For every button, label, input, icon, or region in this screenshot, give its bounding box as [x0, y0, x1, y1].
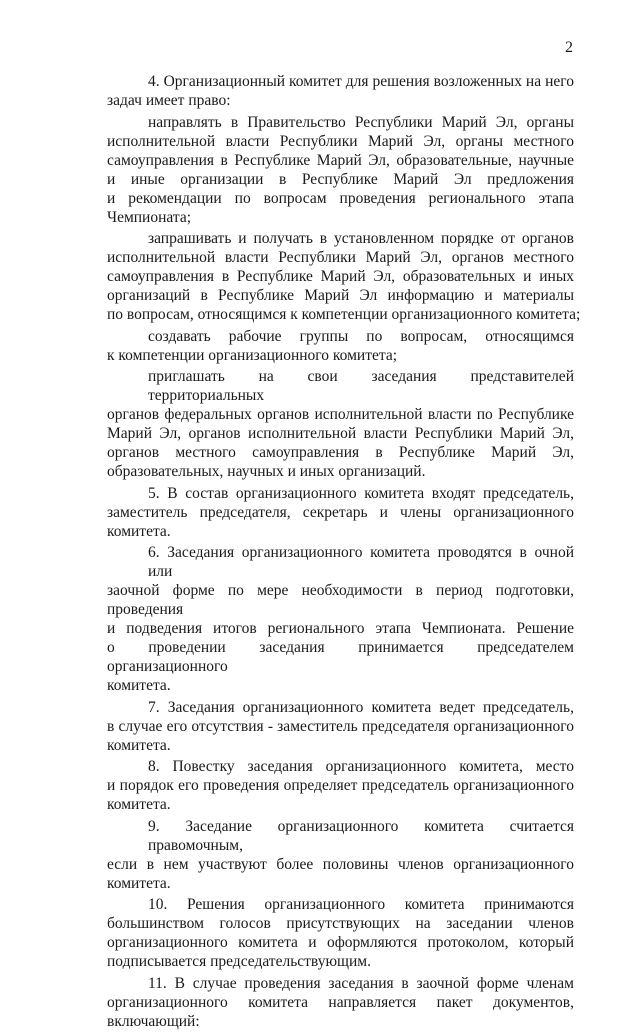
paragraph-line: 5. В состав организационного комитета входят председатель,	[148, 484, 574, 502]
paragraph-line: большинством голосов присутствующих на заседании членов	[107, 915, 574, 932]
paragraph	[107, 113, 574, 227]
paragraph-line: организаций в Республике Марий Эл информацию и материалы	[107, 287, 574, 304]
paragraph-line: если в нем участвуют более половины членов организационного	[107, 855, 574, 873]
paragraph-line: организационного комитета и оформляются протоколом, который	[107, 934, 574, 951]
paragraph-line: в случае его отсутствия - заместитель председателя организационного	[107, 717, 574, 735]
document-body	[107, 72, 581, 1033]
paragraph-line: создавать рабочие группы по вопросам, относящимся	[148, 327, 574, 345]
paragraph	[107, 757, 574, 814]
paragraph-line: Марий Эл, органов исполнительной власти Республики Марий Эл,	[107, 425, 574, 442]
paragraph-line: организационного комитета направляется пакет документов,	[107, 993, 574, 1011]
paragraph-line: образовательных, научных и иных организаций.	[107, 463, 426, 480]
paragraph-line: по вопросам, относящимся к компетенции организационного комитета;	[107, 306, 581, 323]
paragraph	[107, 895, 574, 971]
paragraph-line: 8. Повестку заседания организационного комитета, место	[148, 758, 574, 775]
paragraph-line: 6. Заседания организационного комитета проводятся в очной или	[148, 544, 574, 580]
paragraph-line: исполнительной власти Республики Марий Эл, органы местного	[107, 132, 574, 150]
paragraph-line: исполнительной власти Республики Марий Эл, органов местного	[107, 249, 574, 266]
paragraph	[107, 484, 574, 541]
paragraph-line: приглашать на свои заседания представителей территориальных	[148, 368, 574, 404]
paragraph-line: комитета.	[107, 736, 171, 754]
paragraph-line: комитета.	[107, 522, 171, 540]
paragraph-line: о проведении заседания принимается председателем организационного	[107, 639, 574, 675]
paragraph-line: самоуправления в Республике Марий Эл, образовательных и иных	[107, 268, 574, 285]
paragraph-line: самоуправления в Республике Марий Эл, образовательные, научные	[107, 151, 574, 169]
paragraph-line: запрашивать и получать в установленном порядке от органов	[148, 230, 574, 247]
paragraph-line: включающий:	[107, 1012, 200, 1030]
paragraph	[107, 817, 574, 893]
paragraph-line: органов местного самоуправления в Республике Марий Эл,	[107, 444, 574, 461]
paragraph-line: и иные организации в Республике Марий Эл предложения	[107, 170, 574, 188]
paragraph-line: 9. Заседание организационного комитета считается правомочным,	[148, 817, 574, 854]
paragraph	[107, 327, 574, 365]
paragraph	[107, 229, 581, 324]
paragraph-line: органов федеральных органов исполнительной власти по Республике	[107, 406, 574, 423]
paragraph	[107, 367, 574, 481]
paragraph-line: 4. Организационный комитет для решения возложенных на него	[148, 73, 574, 90]
paragraph-line: заочной форме по мере необходимости в период подготовки, проведения	[107, 582, 574, 618]
paragraph-line: 11. В случае проведения заседания в заочной форме членам	[148, 974, 574, 992]
paragraph-line: и порядок его проведения определяет председатель организационного	[107, 777, 574, 794]
paragraph-line: комитета.	[107, 677, 171, 694]
paragraph	[107, 72, 574, 110]
paragraph-line: и рекомендации по вопросам проведения регионального этапа	[107, 189, 574, 207]
paragraph-line: подписывается председательствующим.	[107, 953, 371, 970]
paragraph	[107, 974, 574, 1031]
paragraph-line: и подведения итогов регионального этапа Чемпионата. Решение	[107, 620, 574, 637]
paragraph-line: задач имеет право:	[107, 92, 231, 109]
paragraph-line: Чемпионата;	[107, 208, 192, 226]
paragraph	[107, 698, 574, 755]
paragraph	[107, 543, 574, 695]
paragraph-line: 10. Решения организационного комитета принимаются	[148, 896, 574, 913]
paragraph-line: к компетенции организационного комитета;	[107, 346, 398, 364]
paragraph-line: заместитель председателя, секретарь и члены организационного	[107, 503, 574, 521]
paragraph-line: комитета.	[107, 874, 171, 892]
paragraph-line: 7. Заседания организационного комитета ведет председатель,	[148, 698, 574, 716]
paragraph-line: комитета.	[107, 796, 171, 813]
page-number: 2	[565, 39, 573, 56]
paragraph-line: направлять в Правительство Республики Марий Эл, органы	[148, 113, 574, 131]
